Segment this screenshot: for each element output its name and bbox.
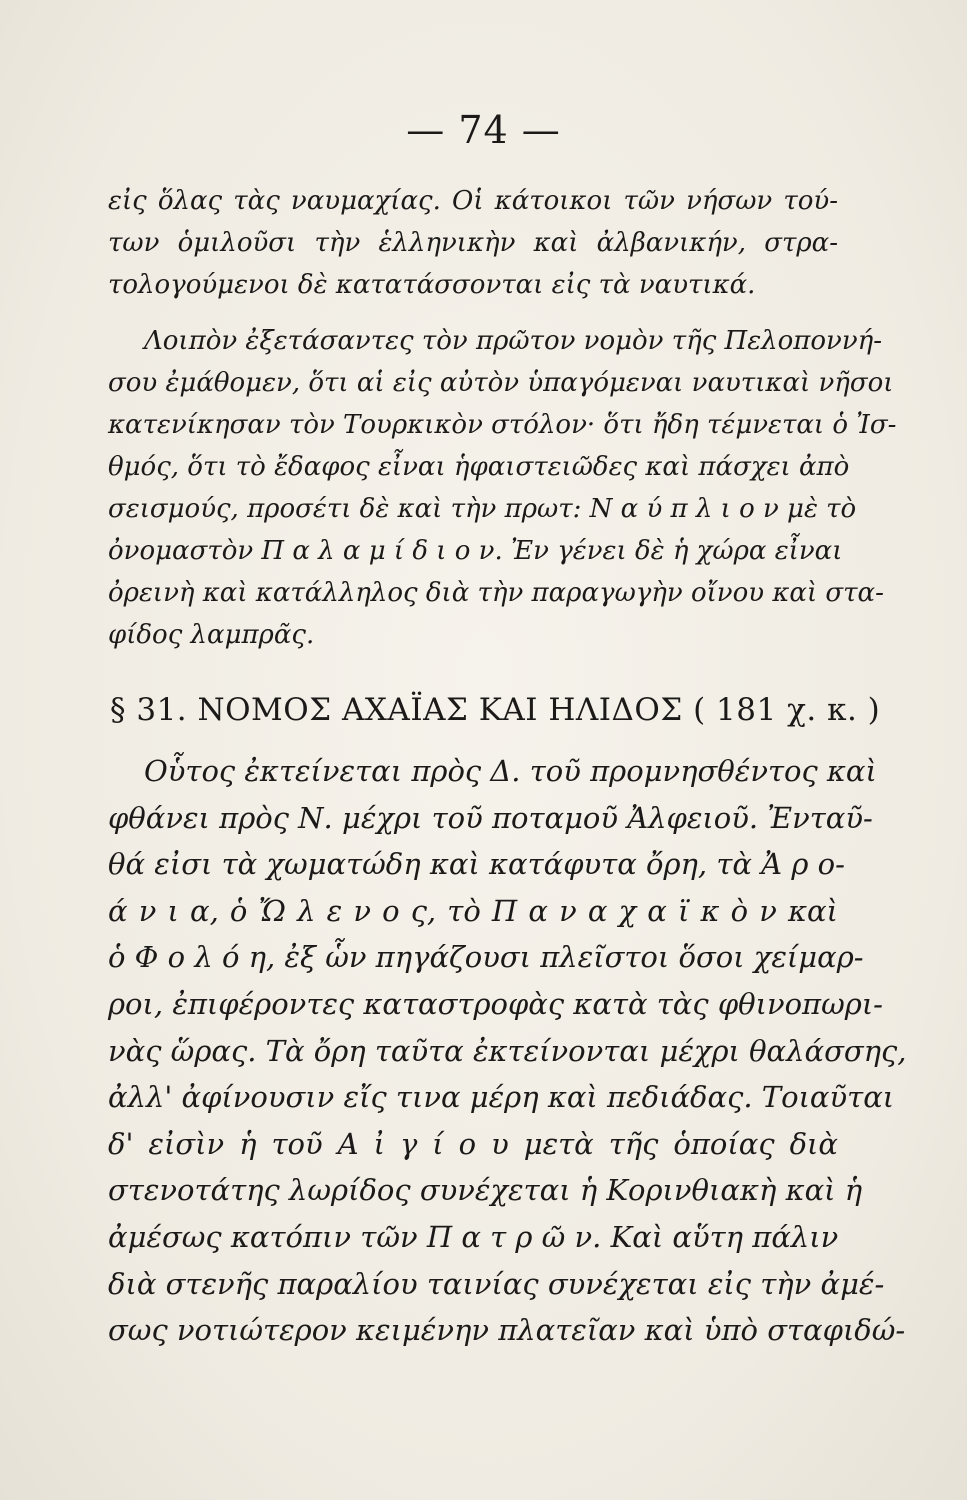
text-line: τολογούμενοι δὲ κατατάσσονται εἰς τὰ ναυτικά. [108,270,756,300]
text-line: σως νοτιώτερον κειμένην πλατεῖαν καὶ ὑπὸ σταφιδώ- [108,1313,906,1348]
text-line: φθάνει πρὸς Ν. μέχρι τοῦ ποταμοῦ Ἀλφειοῦ. Ἐνταῦ- [108,800,873,835]
text-line: ὀνομαστὸν Π α λ α μ ί δ ι ο ν. Ἐν γένει δὲ ἡ χώρα εἶναι [108,536,843,566]
text-line: φίδος λαμπρᾶς. [108,620,315,650]
text-line: θμός, ὅτι τὸ ἔδαφος εἶναι ἡφαιστειῶδες καὶ πάσχει ἀπὸ [108,452,850,482]
text-line: εἰς ὅλας τὰς ναυμαχίας. Οἱ κάτοικοι τῶν νήσων τού- [108,186,838,216]
page-number: — 74 — [406,108,561,152]
text-line: σου ἐμάθομεν, ὅτι αἱ εἰς αὐτὸν ὑπαγόμεναι ναυτικαὶ νῆσοι [108,368,894,398]
text-line: δ' εἰσὶν ἡ τοῦ Α ἰ γ ί ο υ μετὰ τῆς ὁποίας διὰ [108,1126,838,1161]
text-line: των ὁμιλοῦσι τὴν ἑλληνικὴν καὶ ἀλβανικήν, στρα- [108,228,838,258]
text-line: Οὗτος ἐκτείνεται πρὸς Δ. τοῦ προμνησθέντος καὶ [144,754,877,788]
text-line: θά εἰσι τὰ χωματώδη καὶ κατάφυτα ὄρη, τὰ Ἀ ρ ο- [108,847,845,882]
text-line: ἀμέσως κατόπιν τῶν Π α τ ρ ῶ ν. Καὶ αὕτη πάλιν [108,1219,839,1254]
text-line: στενοτάτης λωρίδος συνέχεται ἡ Κορινθιακὴ καὶ ἡ [108,1173,863,1208]
text-line: Λοιπὸν ἐξετάσαντες τὸν πρῶτον νομὸν τῆς Πελοποννή- [144,326,883,356]
text-line: νὰς ὥρας. Τὰ ὄρη ταῦτα ἐκτείνονται μέχρι θαλάσσης, [108,1033,907,1068]
text-line: ροι, ἐπιφέροντες καταστροφὰς κατὰ τὰς φθινοπωρι- [108,986,883,1021]
paragraph-3 [108,748,907,1354]
text-line: ἀλλ' ἀφίνουσιν εἴς τινα μέρη καὶ πεδιάδας. Τοιαῦται [108,1080,895,1115]
section-heading: § 31. ΝΟΜΟΣ ΑΧΑΪΑΣ ΚΑΙ ΗΛΙΔΟΣ ( 181 χ. κ. ) [110,692,881,728]
text-line: ὁ Φ ο λ ό η, ἐξ ὧν πηγάζουσι πλεῖστοι ὅσοι χείμαρ- [108,940,864,975]
text-line: σεισμούς, προσέτι δὲ καὶ τὴν πρωτ: Ν α ύ π λ ι ο ν μὲ τὸ [108,494,857,524]
text-line: κατενίκησαν τὸν Τουρκικὸν στόλον· ὅτι ἤδη τέμνεται ὁ Ἰσ- [108,410,897,440]
paragraph-1 [108,180,838,306]
text-line: διὰ στενῆς παραλίου ταινίας συνέχεται εἰς τὴν ἀμέ- [108,1266,885,1301]
text-line: ὀρεινὴ καὶ κατάλληλος διὰ τὴν παραγωγὴν οἴνου καὶ στα- [108,578,884,608]
text-line: ά ν ι α, ὁ Ὤ λ ε ν ο ς, τὸ Π α ν α χ α ϊ κ ὸ ν καὶ [108,893,838,928]
paragraph-2 [108,320,897,656]
